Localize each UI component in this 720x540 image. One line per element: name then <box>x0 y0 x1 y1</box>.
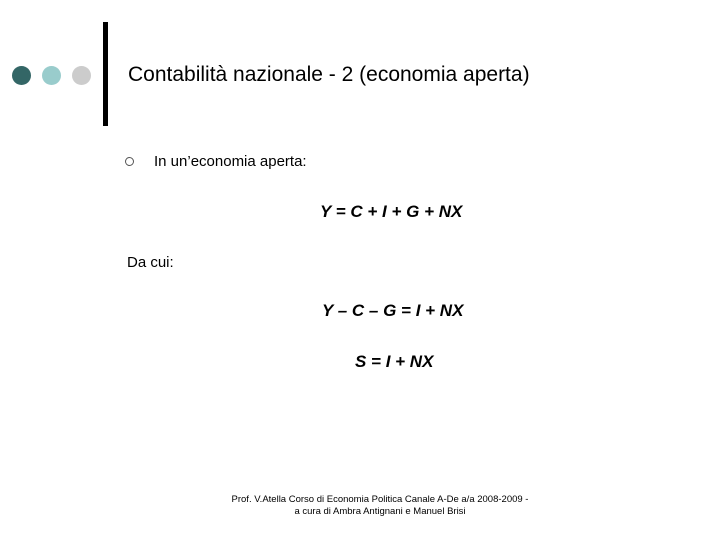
footer-line-2: a cura di Ambra Antignani e Manuel Brisi <box>294 506 466 517</box>
slide-footer <box>200 494 560 518</box>
title-divider-bar <box>103 22 108 126</box>
decorative-dot-teal <box>42 66 61 85</box>
bullet-text: In un’economia aperta: <box>154 153 307 170</box>
decorative-dot-gray <box>72 66 91 85</box>
formula-gdp-identity: Y = C + I + G + NX <box>320 202 463 221</box>
formula-savings: S = I + NX <box>355 352 434 371</box>
text-da-cui: Da cui: <box>127 254 174 271</box>
footer-line-1: Prof. V.Atella Corso di Economia Politica Canale A-De a/a 2008-2009 - <box>231 494 529 505</box>
formula-rearranged: Y – C – G = I + NX <box>322 301 464 320</box>
bullet-circle-icon <box>125 157 134 166</box>
slide-title: Contabilità nazionale - 2 (economia aperta) <box>128 63 530 86</box>
decorative-dot-dark <box>12 66 31 85</box>
